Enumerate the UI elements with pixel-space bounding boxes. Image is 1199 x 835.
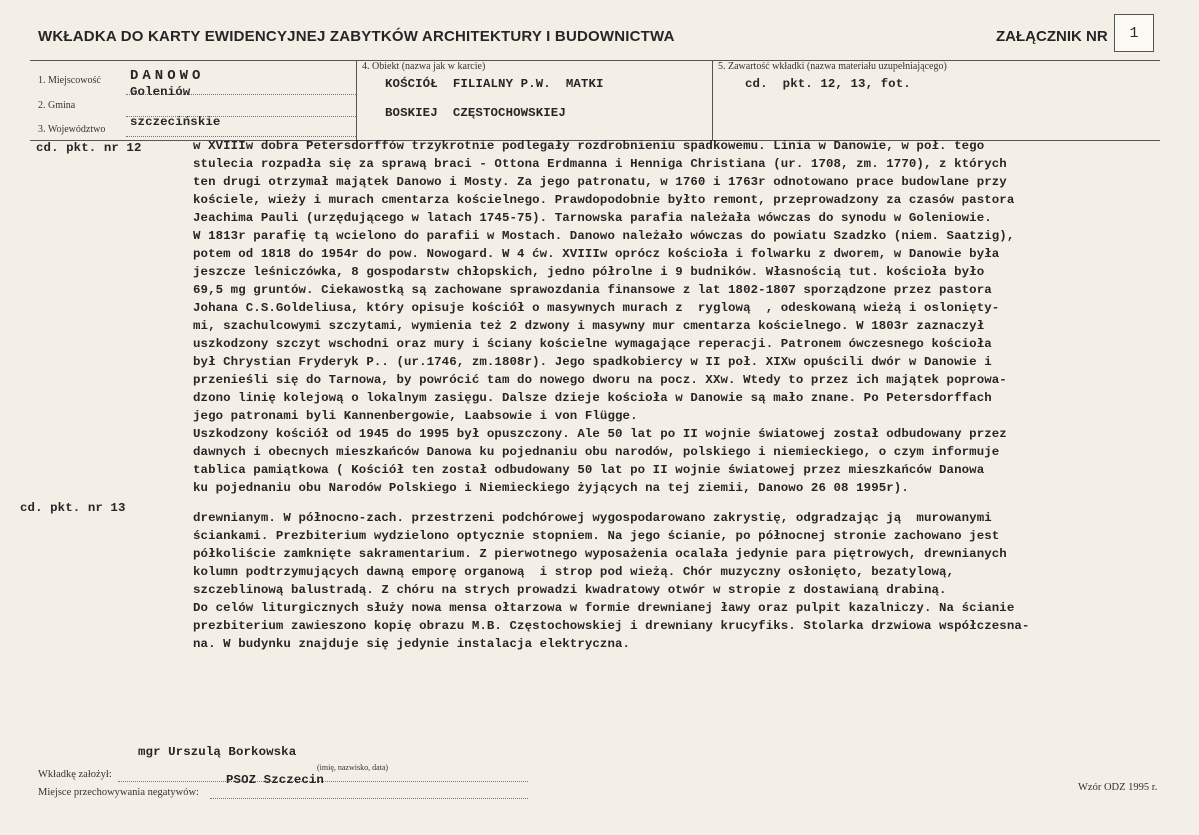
- text-line: kolumn podtrzymujących dawną emporę organową i strop pod wieżą. Chór muzyczny osłonięto, bezatylową,: [193, 565, 955, 579]
- text-line: dawnych i obecnych mieszkańców Danowa ku pojednaniu obu narodów, polskiego i niemieckiego, o czym informuje: [193, 445, 1000, 459]
- annex-number: 1: [1129, 24, 1139, 42]
- text-line: 69,5 mg gruntów. Ciekawostką są zachowane sprawozdania finansowe z lat 1802-1807 sporządzone przez pastora: [193, 283, 992, 297]
- text-line: ku pojednaniu obu Narodów Polskiego i Niemieckiego żyjących na tej ziemii, Danowo 26 08 1995r).: [193, 481, 909, 495]
- annex-label: ZAŁĄCZNIK NR: [996, 28, 1108, 45]
- divider-1: [356, 60, 357, 140]
- annex-number-box: [1114, 14, 1154, 52]
- text-line: na. W budynku znajduje się jedynie instalacja elektryczna.: [193, 637, 631, 651]
- obiekt-label: 4. Obiekt (nazwa jak w karcie): [362, 61, 486, 72]
- text-line: szczeblinową balustradą. Z chóru na strych prowadzi kwadratowy otwór w stropie z dostawianą drabiną.: [193, 583, 947, 597]
- zawartosc-label: 5. Zawartość wkładki (nazwa materiału uzupełniającego): [718, 61, 947, 72]
- zawartosc-value: cd. pkt. 12, 13, fot.: [745, 77, 911, 91]
- text-line: potem od 1818 do 1954r do pow. Nowogard. W 4 ćw. XVIIIw oprócz kościoła i folwarku z dworem, w Danowie była: [193, 247, 1000, 261]
- obiekt-line-2: BOSKIEJ CZĘSTOCHOWSKIEJ: [385, 106, 566, 120]
- wojewodztwo-label: 3. Województwo: [38, 124, 106, 135]
- text-line: kościele, wieży i murach cmentarza kościelnego. Prawdopodobnie byłto remont, przeprowadzony za czasów pastora: [193, 193, 1015, 207]
- zalozyl-hint: (imię, nazwisko, data): [317, 763, 389, 772]
- wzor-label: Wzór ODZ 1995 r.: [1078, 782, 1158, 793]
- miejsce-label: Miejsce przechowywania negatywów:: [38, 787, 199, 798]
- miejsce-value: PSOZ Szczecin: [226, 773, 324, 787]
- section-12-text: [193, 139, 1015, 495]
- text-line: był Chrystian Fryderyk P.. (ur.1746, zm.1808r). Jego spadkobiercy w II poł. XIXw opuścili dwór w Danowie i: [193, 355, 992, 369]
- section-12-label: cd. pkt. nr 12: [36, 141, 142, 155]
- text-line: jego patronami byli Kannenbergowie, Laabsowie i von Flügge.: [193, 409, 638, 423]
- miejsce-dots: [210, 798, 528, 799]
- text-line: jeszcze leśniczówka, 8 gospodarstw chłopskich, jedno półrolne i 9 budników. Własnością tut. kościoła było: [193, 265, 985, 279]
- gmina-value: Goleniów: [130, 85, 191, 99]
- text-line: Do celów liturgicznych służy nowa mensa ołtarzowa w formie drewnianej ławy oraz pulpit kazalniczy. Na ścianie: [193, 601, 1015, 615]
- text-line: ściankami. Prezbiterium wydzielono optycznie stopniem. Na jego ścianie, po północnej stronie zachowano jest: [193, 529, 1000, 543]
- woj-dots: [126, 136, 356, 137]
- text-line: w XVIIIw dobra Petersdorffów trzykrotnie podlegały rozdrobnieniu spadkowemu. Linia w Danowie, w poł. tego: [193, 139, 985, 153]
- text-line: stulecia rozpadła się za sprawą braci - Ottona Erdmanna i Henniga Christiana (ur. 1708, zm. 1770), z których: [193, 157, 1007, 171]
- wojewodztwo-value: szczecińskie: [130, 115, 221, 129]
- text-line: prezbiterium zawieszono kopię obrazu M.B. Częstochowskiej i drewniany krucyfiks. Stolarka drzwiowa współczesna-: [193, 619, 1030, 633]
- text-line: dzono linię kolejową o lokalnym zasięgu. Dalsze dzieje kościoła w Danowie są mało znane. Po Petersdorffach: [193, 391, 992, 405]
- text-line: tablica pamiątkowa ( Kościół ten został odbudowany 50 lat po II wojnie światowej przez mieszkańców Danowa: [193, 463, 985, 477]
- gmina-label: 2. Gmina: [38, 100, 76, 111]
- text-line: ten drugi otrzymał majątek Danowo i Mosty. Za jego patronatu, w 1760 i 1763r odnotowano prace budowlane przy: [193, 175, 1007, 189]
- text-line: drewnianym. W północno-zach. przestrzeni podchórowej wygospodarowano zakrystię, odgradzając ją murowanymi: [193, 511, 992, 525]
- miejscowosc-value: DANOWO: [130, 68, 205, 84]
- form-title: WKŁADKA DO KARTY EWIDENCYJNEJ ZABYTKÓW ARCHITEKTURY I BUDOWNICTWA: [38, 28, 675, 45]
- text-line: uszkodzony szczyt wschodni oraz mury i ściany kościelne wymagające reperacji. Patronem ówczesnego kościoła: [193, 337, 992, 351]
- text-line: przenieśli się do Tarnowa, by powrócić tam do nowego dworu na pocz. XXw. Wtedy to przez ich majątek poprowa-: [193, 373, 1007, 387]
- text-line: W 1813r parafię tą wcielono do parafii w Mostach. Danowo należało wówczas do powiatu Szadzko (niem. Saatzig),: [193, 229, 1015, 243]
- zalozyl-label: Wkładkę założył:: [38, 769, 112, 780]
- obiekt-line-1: KOŚCIÓŁ FILIALNY P.W. MATKI: [385, 77, 604, 91]
- section-13-text: [193, 511, 1030, 651]
- top-rule: [30, 60, 1160, 61]
- text-line: Jeachima Pauli (urzędującego w latach 1745-75). Tarnowska parafia należała wówczas do synodu w Goleniowie.: [193, 211, 992, 225]
- text-line: mi, szachulcowymi szczytami, wymienia też 2 dzwony i masywny mur cmentarza kościelnego. W 1803r zaznaczył: [193, 319, 985, 333]
- divider-2: [712, 60, 713, 140]
- miejscowosc-label: 1. Miejscowość: [38, 75, 101, 86]
- zalozyl-value: mgr Urszulą Borkowska: [138, 745, 297, 759]
- text-line: półkoliście zamknięte sakramentarium. Z pierwotnego wyposażenia ocalała jedynie para piętrowych, drewnianych: [193, 547, 1007, 561]
- text-line: Johana C.S.Goldeliusa, który opisuje kościół o masywnych murach z ryglową , odeskowaną wieżą i oslonięty-: [193, 301, 1000, 315]
- section-13-label: cd. pkt. nr 13: [20, 501, 126, 515]
- text-line: Uszkodzony kościół od 1945 do 1995 był opuszczony. Ale 50 lat po II wojnie światowej został odbudowany przez: [193, 427, 1007, 441]
